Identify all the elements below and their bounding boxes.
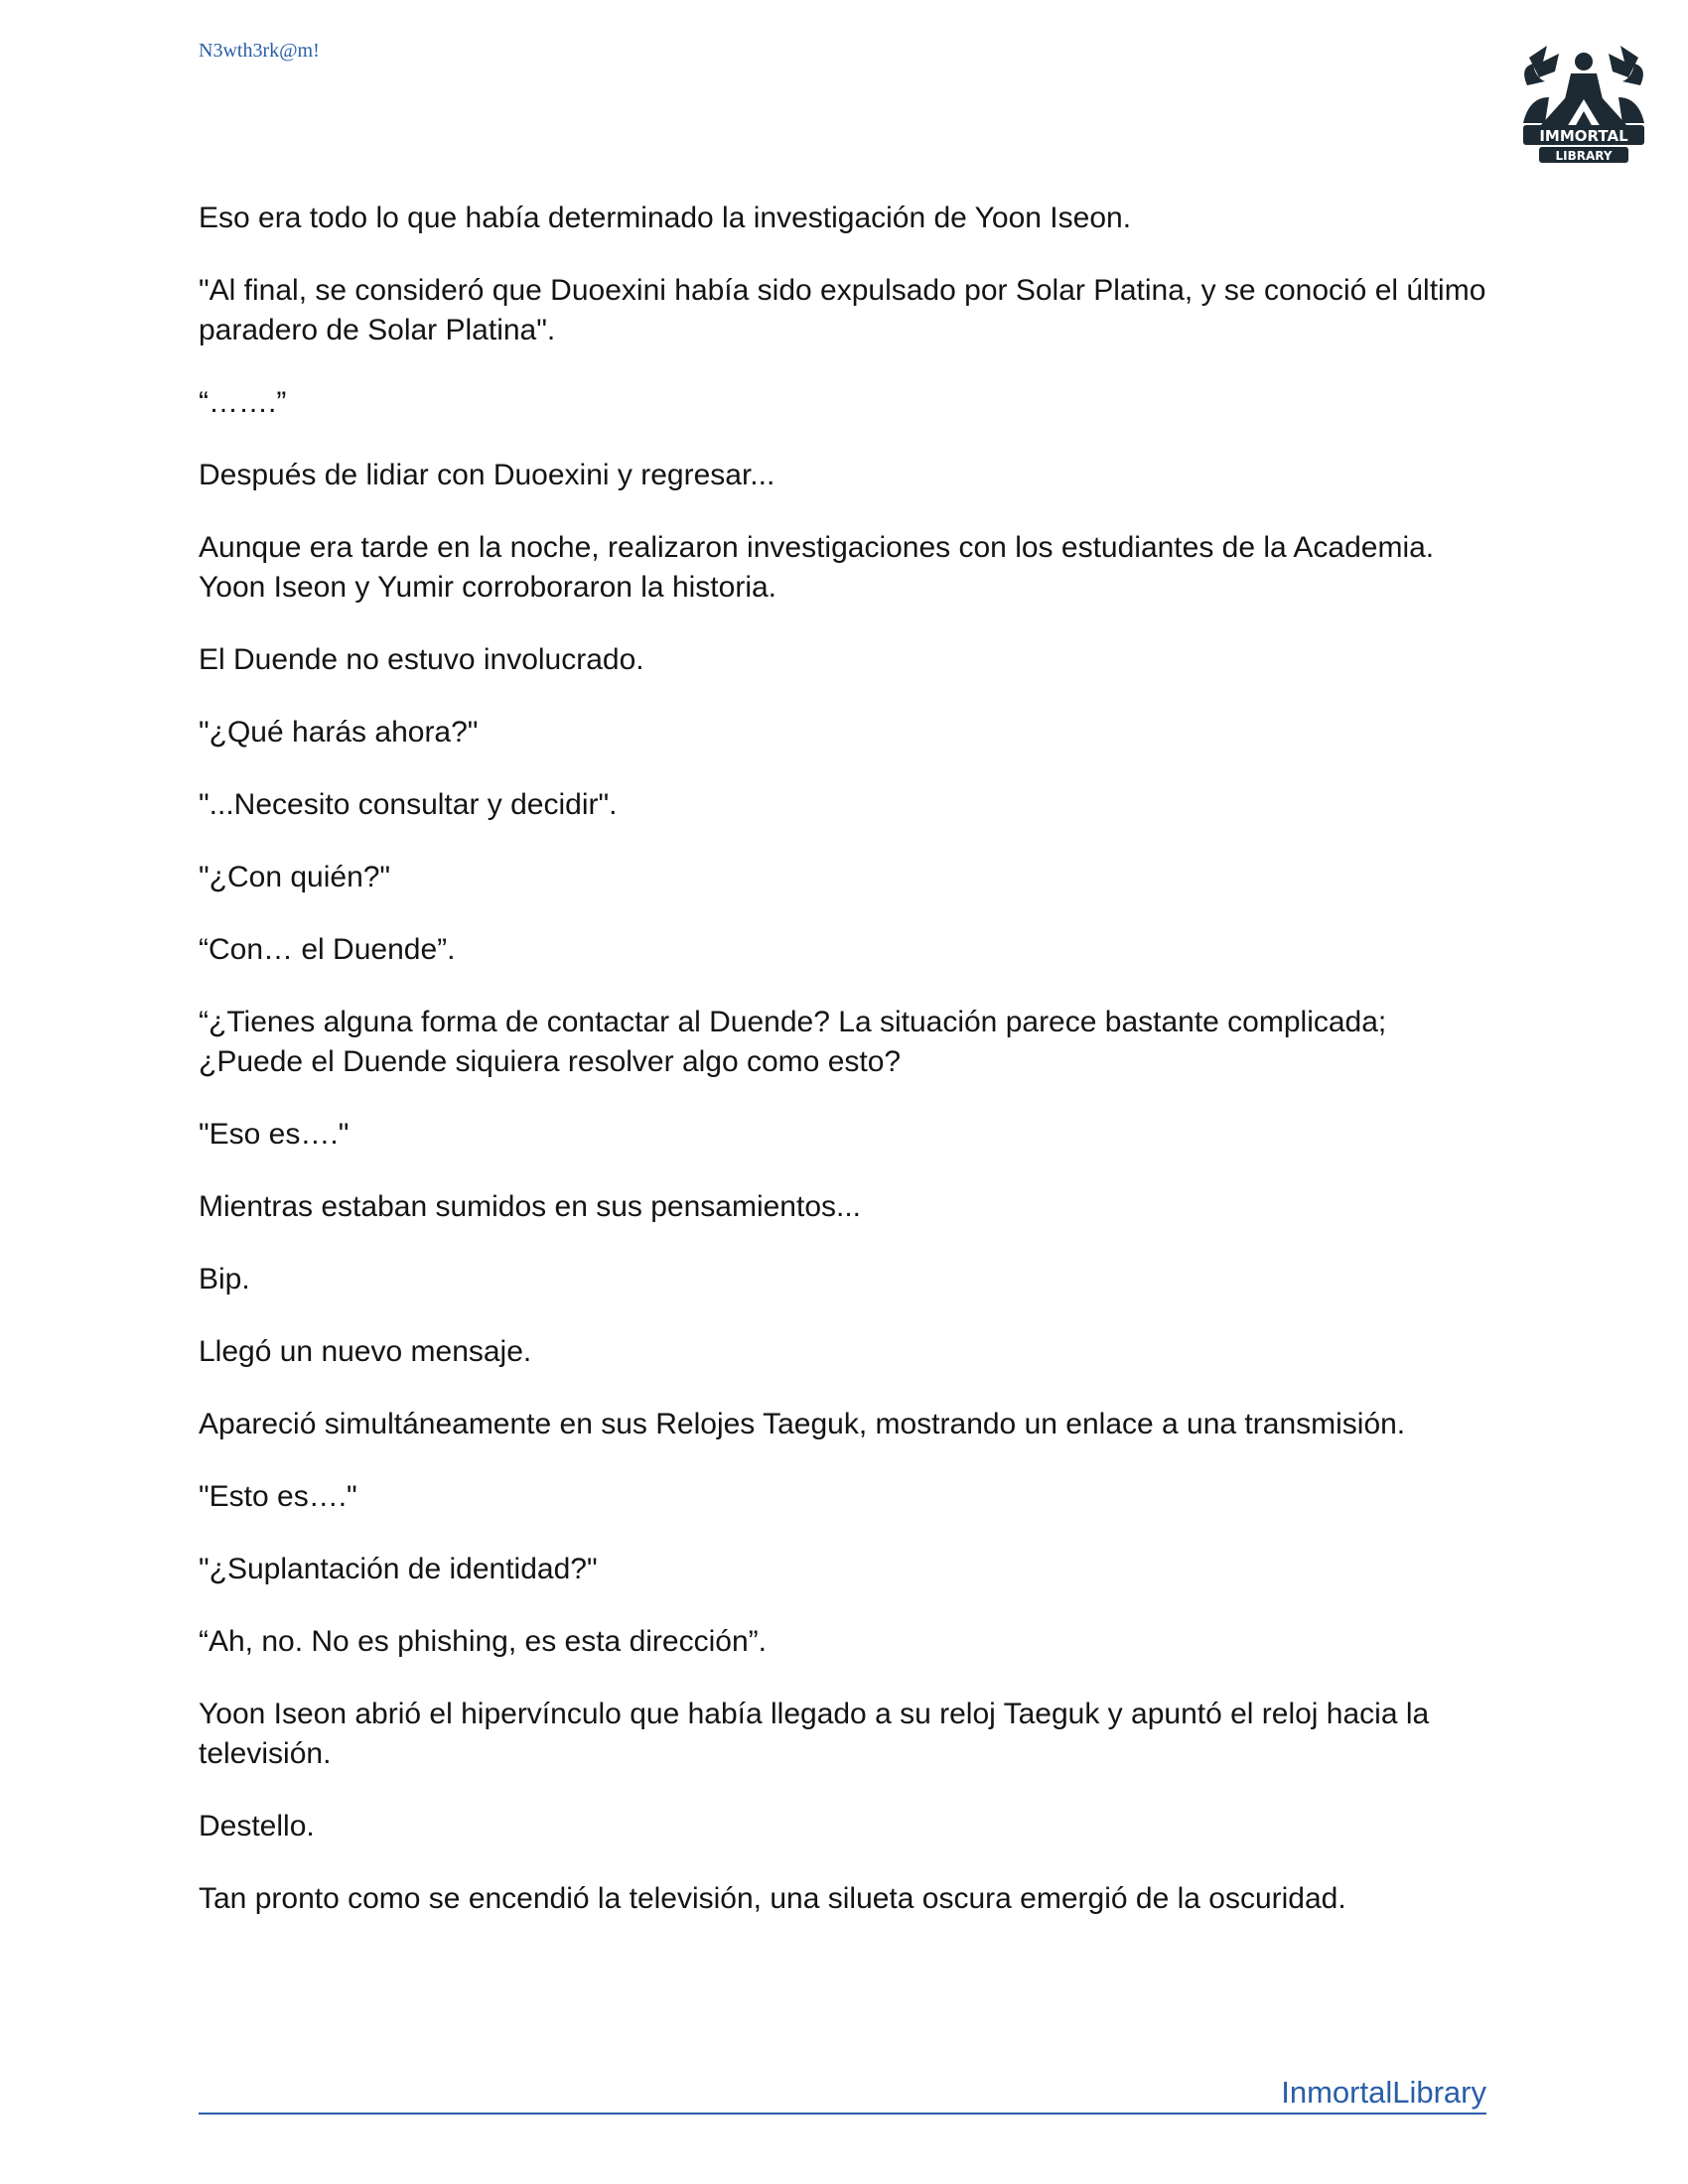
paragraph: Eso era todo lo que había determinado la investigación de Yoon Iseon. [199,202,1132,234]
paragraph: Después de lidiar con Duoexini y regresar... [199,459,775,491]
paragraph: Llegó un nuevo mensaje. [199,1335,532,1368]
paragraph: “Ah, no. No es phishing, es esta dirección”. [199,1625,767,1658]
paragraph: “Con… el Duende”. [199,933,456,966]
paragraph: "¿Suplantación de identidad?" [199,1553,598,1585]
logo-line1: IMMORTAL [1539,127,1628,145]
paragraph: "Esto es…." [199,1480,357,1513]
paragraph: “…….” [199,386,287,419]
paragraph: Yoon Iseon abrió el hipervínculo que había llegado a su reloj Taeguk y apuntó el reloj hacia la televisión. [199,1698,1430,1770]
paragraph: “¿Tienes alguna forma de contactar al Duende? La situación parece bastante complicada; ¿Puede el Duende siquiera resolver algo como esto? [199,1006,1387,1078]
paragraph: Mientras estaban sumidos en sus pensamientos... [199,1190,862,1223]
paragraph: Bip. [199,1263,250,1296]
immortal-library-crest-icon [1509,28,1658,177]
paragraph: El Duende no estuvo involucrado. [199,643,644,676]
document-body [199,199,1489,1952]
paragraph: Apareció simultáneamente en sus Relojes Taeguk, mostrando un enlace a una transmisión. [199,1408,1406,1440]
paragraph: "Al final, se consideró que Duoexini había sido expulsado por Solar Platina, y se conoció el último paradero de Solar Platina". [199,274,1486,346]
paragraph: Destello. [199,1810,315,1843]
paragraph: Aunque era tarde en la noche, realizaron investigaciones con los estudiantes de la Academia. Yoon Iseon y Yumir corroboraron la historia. [199,531,1435,604]
immortal-library-logo [1509,28,1658,177]
paragraph: "¿Con quién?" [199,861,391,893]
paragraph: "¿Qué harás ahora?" [199,716,479,749]
paragraph: Tan pronto como se encendió la televisión, una silueta oscura emergió de la oscuridad. [199,1882,1346,1915]
paragraph: "...Necesito consultar y decidir". [199,788,618,821]
logo-line2: LIBRARY [1555,149,1613,163]
paragraph: "Eso es…." [199,1118,350,1151]
header-handle: N3wth3rk@m! [199,40,320,62]
footer-inmortallibrary-link[interactable]: InmortalLibrary [199,2073,1486,2115]
